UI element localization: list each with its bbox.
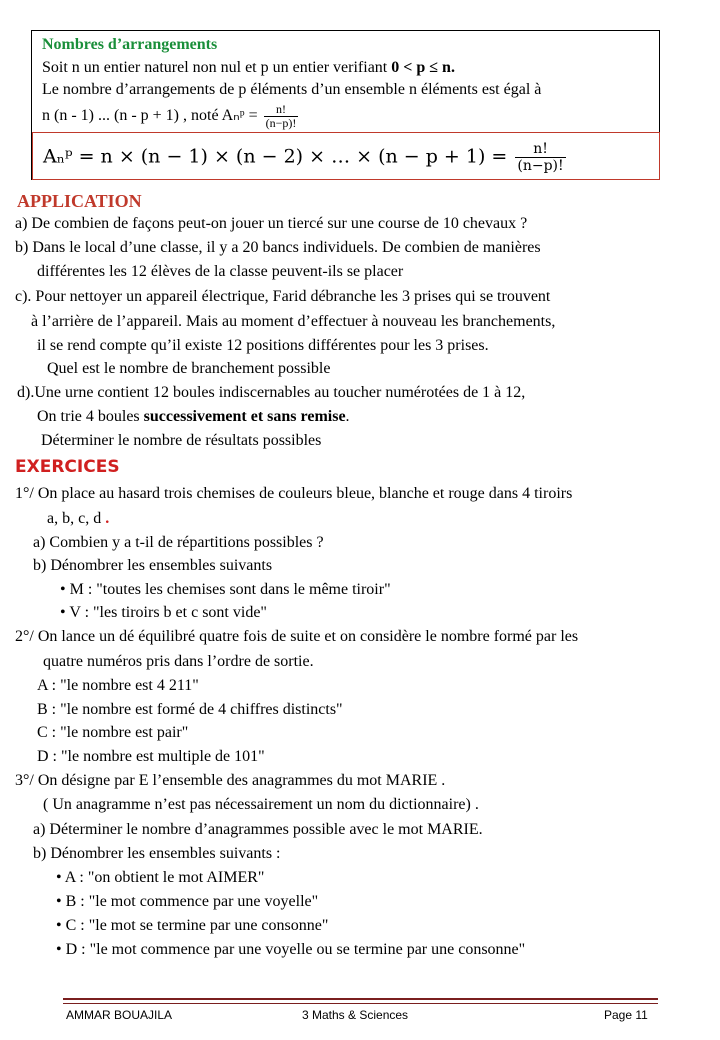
exercise-line: C : "le nombre est pair" [37, 724, 189, 741]
red-dot: . [105, 510, 110, 527]
exercise-line: • B : "le mot commence par une voyelle" [56, 893, 319, 910]
exercise-line: A : "le nombre est 4 211" [37, 677, 199, 694]
application-line: à l’arrière de l’appareil. Mais au moment d’effectuer à nouveau les branchements, [31, 313, 556, 330]
footer-rule [63, 1003, 658, 1004]
exercise-line: D : "le nombre est multiple de 101" [37, 748, 265, 765]
footer-page: Page 11 [604, 1008, 648, 1022]
exercise-line: a, b, c, d . [47, 510, 110, 527]
application-line: Quel est le nombre de branchement possible [47, 360, 331, 377]
exercise-line: • A : "on obtient le mot AIMER" [56, 869, 265, 886]
footer-rule [63, 998, 658, 1000]
application-line: différentes les 12 élèves de la classe peuvent-ils se placer [37, 263, 404, 280]
application-line: On trie 4 boules successivement et sans remise. [37, 408, 350, 425]
exercise-line: 1°/ On place au hasard trois chemises de couleurs bleue, blanche et rouge dans 4 tiroirs [15, 485, 573, 502]
exercise-line: b) Dénombrer les ensembles suivants [33, 557, 273, 574]
application-line: d).Une urne contient 12 boules indiscernables au toucher numérotées de 1 à 12, [17, 384, 526, 401]
application-title: APPLICATION [17, 191, 142, 211]
exercise-line: • C : "le mot se termine par une consonne" [56, 917, 329, 934]
application-line: a) De combien de façons peut-on jouer un tiercé sur une course de 10 chevaux ? [15, 215, 528, 232]
arrangement-notation: Aₙᵖ = [221, 107, 258, 125]
footer-author: AMMAR BOUAJILA [66, 1008, 173, 1022]
exercise-line: quatre numéros pris dans l’ordre de sortie. [43, 653, 314, 670]
exercise-line: b) Dénombrer les ensembles suivants : [33, 845, 281, 862]
definition-title: Nombres d’arrangements [42, 36, 218, 53]
exercise-line: a) Déterminer le nombre d’anagrammes possible avec le mot MARIE. [33, 821, 483, 838]
exercise-line: • D : "le mot commence par une voyelle ou se termine par une consonne" [56, 941, 526, 958]
exercise-line: ( Un anagramme n’est pas nécessairement un nom du dictionnaire) . [43, 796, 479, 813]
exercise-line: 2°/ On lance un dé équilibré quatre fois de suite et on considère le nombre formé par les [15, 628, 579, 645]
definition-box [31, 30, 660, 180]
bold-phrase: successivement et sans remise [143, 408, 346, 425]
exercices-title: EXERCICES [15, 457, 120, 477]
application-line: c). Pour nettoyer un appareil électrique, Farid débranche les 3 prises qui se trouvent [15, 288, 551, 305]
formula-box [32, 132, 660, 180]
exercise-line: • V : "les tiroirs b et c sont vide" [60, 604, 267, 621]
arrangement-formula: Aₙᵖ = n × (n − 1) × (n − 2) × … × (n − p + 1) = $\frac{n!}{(n-p)!}$ [43, 141, 564, 174]
exercise-line: B : "le nombre est formé de 4 chiffres distincts" [37, 701, 343, 718]
exercise-line: • M : "toutes les chemises sont dans le même tiroir" [60, 581, 391, 598]
exercise-line: a) Combien y a t-il de répartitions possibles ? [33, 534, 324, 551]
definition-line-2: Le nombre d’arrangements de p éléments d’un ensemble n éléments est égal à [42, 81, 542, 98]
notation-fraction: $\frac{n!}{(n-p)!}$ [265, 102, 297, 130]
formula-fraction: $\frac{n!}{(n-p)!}$ [517, 141, 564, 174]
application-line: Déterminer le nombre de résultats possibles [41, 432, 322, 449]
footer-class: 3 Maths & Sciences [302, 1008, 409, 1022]
definition-line-3: n (n - 1) ... (n - p + 1) , noté Aₙᵖ = $\frac{n!}{(n-p)!}$ [42, 102, 297, 130]
condition: 0 < p ≤ n. [391, 59, 455, 76]
definition-line-1: Soit n un entier naturel non nul et p un entier verifiant 0 < p ≤ n. [42, 59, 455, 76]
application-line: il se rend compte qu’il existe 12 positions différentes pour les 3 prises. [37, 337, 489, 354]
application-line: b) Dans le local d’une classe, il y a 20 bancs individuels. De combien de manières [15, 239, 541, 256]
exercise-line: 3°/ On désigne par E l’ensemble des anagrammes du mot MARIE . [15, 772, 446, 789]
